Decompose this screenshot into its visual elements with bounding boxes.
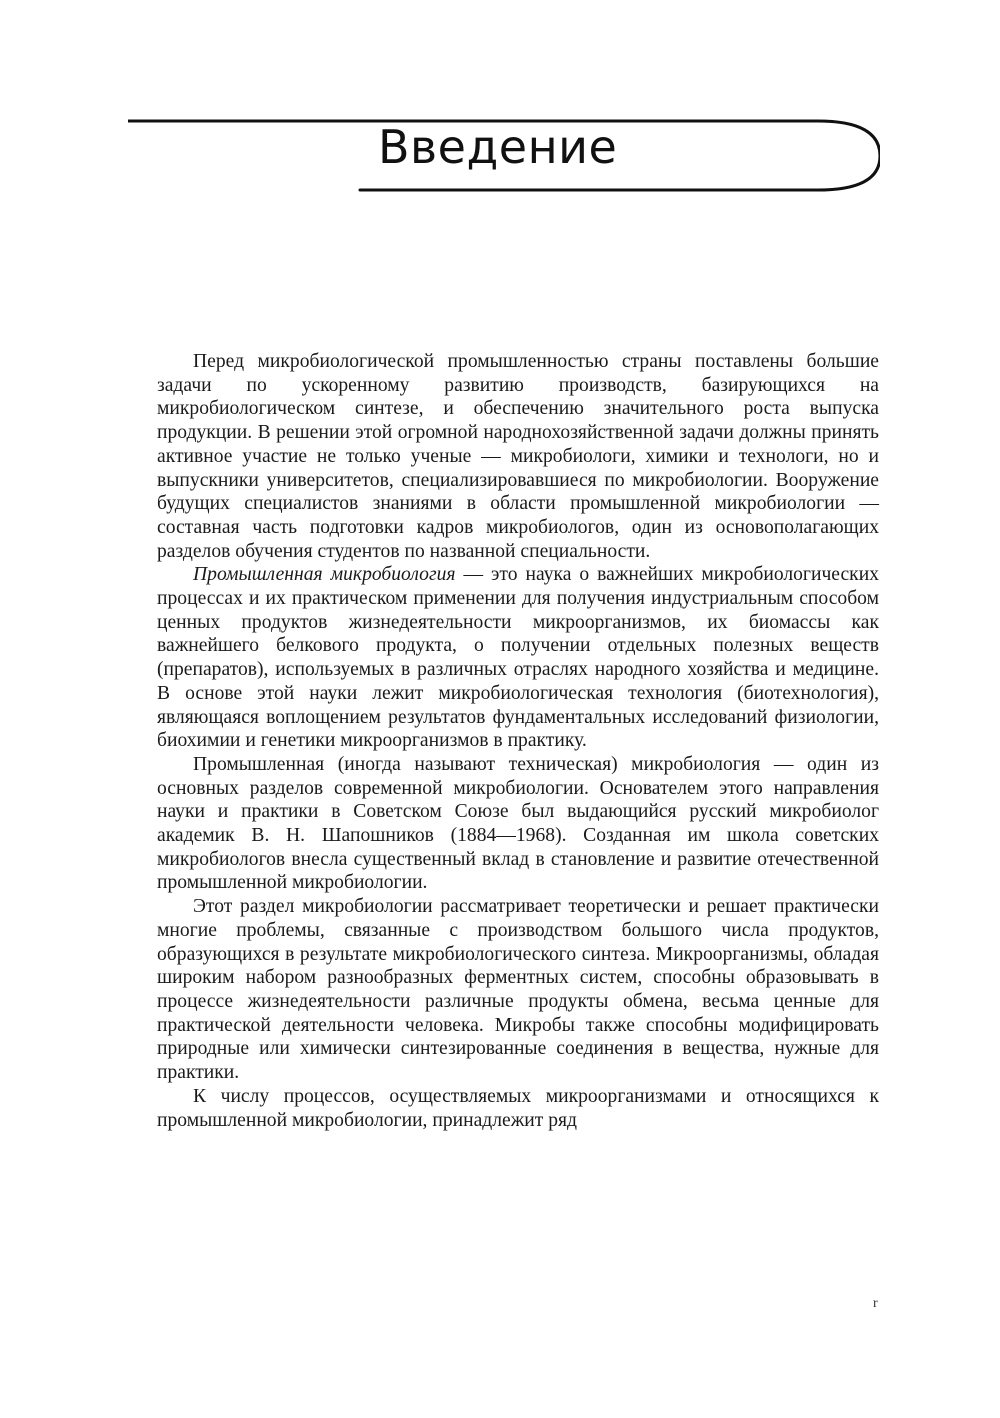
paragraph-2-text: — это наука о важнейших микробиологических процессах и их практическом применении для получения индустриальным способом ценных продуктов жизнедеятельности микроорганизмов, их биомассы как важнейшего белкового продукта, о получении отдельных полезных веществ (препаратов), используемых в различных отраслях народного хозяйства и медицине. В основе этой науки лежит микробиологическая технология (биотехнология), являющаяся воплощением результатов фундаментальных исследований физиологии, биохимии и генетики микроорганизмов в практику. xyxy=(157,564,879,752)
paragraph-5: К числу процессов, осуществляемых микроорганизмами и относящихся к промышленной микробиологии, принадлежит ряд xyxy=(157,1085,879,1131)
chapter-title: Введение xyxy=(378,120,618,174)
term-industrial-microbiology: Промышленная микробиология xyxy=(193,564,456,586)
body-text xyxy=(157,350,879,1132)
paragraph-4: Этот раздел микробиологии рассматривает теоретически и решает практически многие проблемы, связанные с производством большого числа продуктов, образующихся в результате микробиологического синтеза. Микроорганизмы, обладая широким набором разнообразных ферментных систем, способны образовывать в процессе жизнедеятельности различные продукты обмена, весьма ценные для практической деятельности человека. Микробы также способны модифицировать природные или химически синтезированные соединения в вещества, нужные для практики. xyxy=(157,896,879,1084)
paragraph-3: Промышленная (иногда называют техническая) микробиология — один из основных разделов современной микробиологии. Основателем этого направления науки и практики в Советском Союзе был выдающийся русский микробиолог академик В. Н. Шапошников (1884—1968). Созданная им школа советских микробиологов внесла существенный вклад в становление и развитие отечественной промышленной микробиологии. xyxy=(157,753,879,894)
paragraph-1: Перед микробиологической промышленностью страны поставлены большие задачи по ускоренному развитию производств, базирующихся на микробиологическом синтезе, и обеспечению значительного роста выпуска продукции. В решении этой огромной народнохозяйственной задачи должны принять активное участие не только ученые — микробиологи, химики и технологи, но и выпускники университетов, специализировавшиеся по микробиологии. Вооружение будущих специалистов знаниями в области промышленной микробиологии — составная часть подготовки кадров микробиологов, один из основополагающих разделов обучения студентов по названной специальности. xyxy=(157,351,879,562)
paragraph-2 xyxy=(157,563,879,753)
page-mark: r xyxy=(873,1296,878,1311)
chapter-header xyxy=(128,118,880,194)
